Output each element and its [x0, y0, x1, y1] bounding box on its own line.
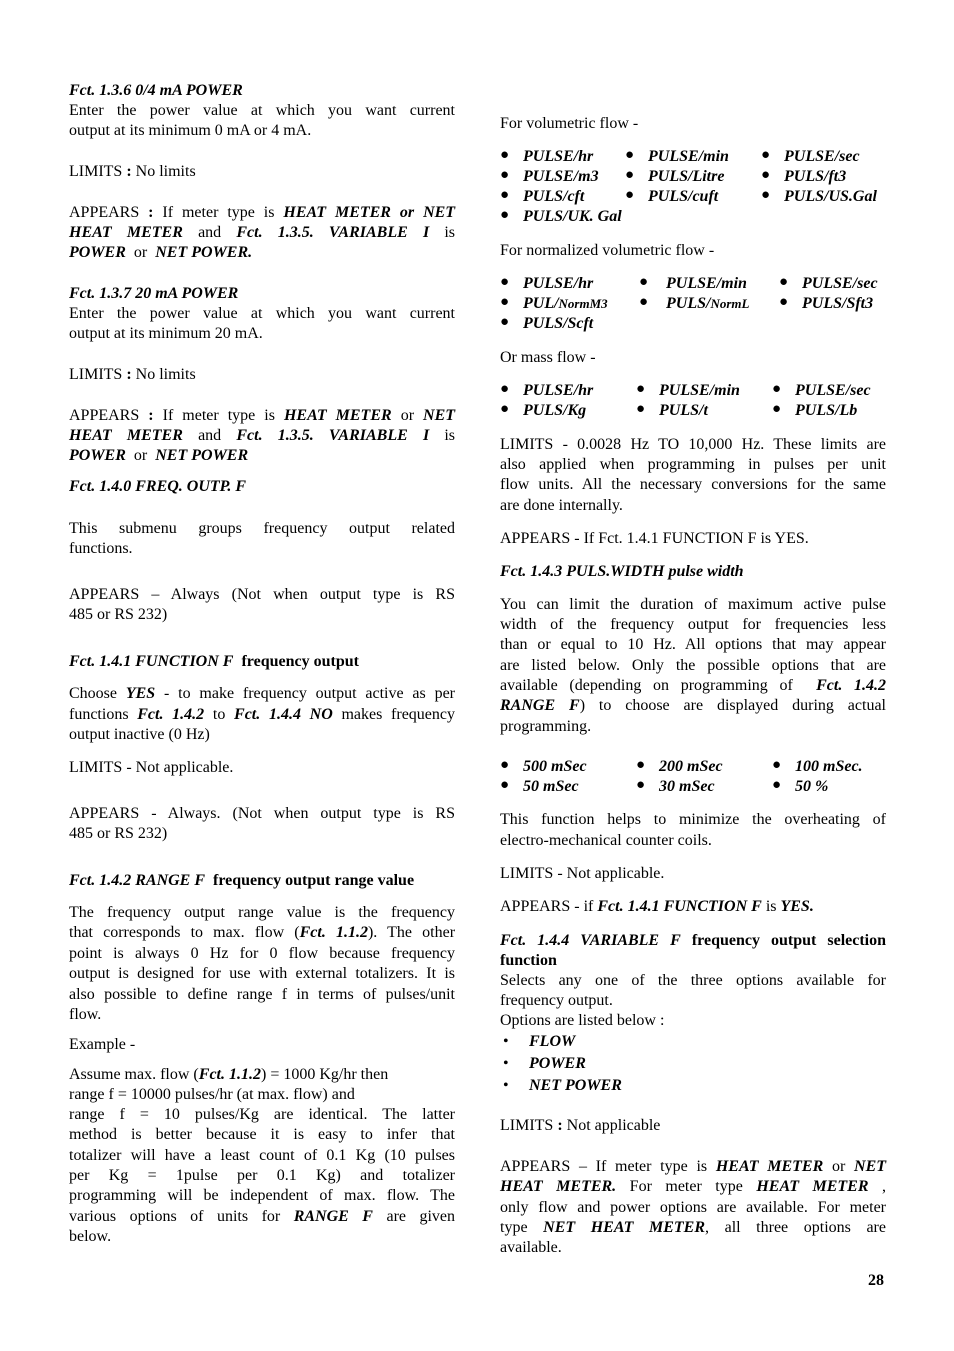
term: Fct. 1.3.5. VARIABLE I: [236, 224, 430, 241]
term: or: [399, 204, 415, 221]
unit-prefix: PUL/: [523, 295, 559, 312]
text-line: LIMITS - 0.0028 Hz TO 10,000 Hz. These limits are: [500, 436, 886, 453]
limits-label: LIMITS: [500, 1117, 554, 1134]
text-line: width of the frequency output for frequencies less: [500, 616, 886, 633]
appears-line: [69, 426, 455, 446]
bullet-icon: ●: [772, 401, 782, 417]
term: HEAT METER: [69, 427, 183, 444]
limits-label: LIMITS: [69, 366, 123, 383]
page-number: 28: [868, 1272, 884, 1289]
text-line: LIMITS - Not applicable.: [69, 759, 234, 776]
bullet-icon: ●: [625, 167, 635, 183]
term: NET: [423, 407, 456, 424]
text: is: [444, 427, 456, 444]
unit-option: PULS/Sft3: [802, 295, 874, 312]
bullet-icon: ●: [761, 187, 771, 203]
text-line: also possible to define range f in terms of pulses/unit: [69, 986, 455, 1003]
text-line: are listed below. Only the possible options that are: [500, 657, 886, 674]
text: ) = 1000 Kg/hr then: [260, 1066, 389, 1083]
pulse-option: 50 %: [795, 778, 829, 795]
bullet-icon: •: [503, 1077, 509, 1094]
term: YES: [125, 685, 156, 702]
term: Fct. 1.4.4 NO: [234, 706, 333, 723]
text-line: This submenu groups frequency output related: [69, 520, 455, 537]
text: - to make frequency output active as per: [164, 685, 455, 702]
limits-value: No limits: [135, 366, 196, 383]
text-line: 485 or RS 232): [69, 825, 168, 842]
bullet-icon: ●: [500, 147, 510, 163]
appears-line: [69, 243, 252, 263]
bullet-icon: ●: [500, 314, 510, 330]
heading-suffix: frequency output selection: [691, 932, 887, 949]
text-line: [69, 705, 455, 725]
unit-option: PULS/Lb: [795, 402, 858, 419]
term: POWER: [69, 244, 126, 261]
text: is: [444, 224, 456, 241]
unit-option: PULSE/min: [666, 275, 747, 292]
colon: :: [148, 204, 154, 221]
unit-option: PULSE/sec: [795, 382, 871, 399]
term: HEAT METER: [283, 204, 391, 221]
bullet-icon: ●: [625, 187, 635, 203]
text-line: Enter the power value at which you want current: [69, 305, 455, 322]
text-line: frequency output.: [500, 992, 613, 1009]
term: Fct. 1.1.2: [198, 1066, 261, 1083]
unit-option: [523, 295, 608, 313]
appears-line: [69, 203, 455, 223]
unit-option: PULS/Litre: [648, 168, 725, 185]
heading-fct-1-4-4: [500, 931, 886, 951]
text-line: range f = 10000 pulses/hr (at max. flow) and: [69, 1086, 355, 1103]
heading-suffix: frequency output: [241, 653, 359, 670]
text-line: APPEARS - If Fct. 1.4.1 FUNCTION F is YES.: [500, 530, 809, 547]
term: HEAT METER.: [500, 1178, 617, 1195]
text: or: [133, 244, 148, 261]
term: HEAT METER: [715, 1158, 824, 1175]
unit-option: PULS/UK. Gal: [523, 208, 622, 225]
term: HEAT METER: [69, 224, 183, 241]
text-line: [500, 676, 886, 696]
heading-fct-1-3-7: Fct. 1.3.7 20 mA POWER: [69, 285, 239, 302]
term: Fct. 1.3.5. VARIABLE I: [236, 427, 430, 444]
heading-code: Fct. 1.4.2 RANGE F: [69, 872, 206, 889]
text-line: [69, 1065, 388, 1085]
unit-option: PULSE/sec: [784, 148, 860, 165]
text-line: This function helps to minimize the overheating of: [500, 811, 886, 828]
text: functions: [69, 706, 129, 723]
bullet-icon: ●: [500, 187, 510, 203]
text-line: [69, 684, 455, 704]
text: and: [198, 427, 222, 444]
bullet-icon: ●: [500, 167, 510, 183]
term: NET: [423, 204, 456, 221]
text: , all three options are: [705, 1219, 886, 1236]
text-line: For volumetric flow -: [500, 115, 639, 132]
text-line: [500, 1218, 886, 1238]
text-line: APPEARS – Always (Not when output type is RS: [69, 586, 455, 603]
text-line: [69, 1207, 455, 1227]
term: RANGE F: [293, 1208, 373, 1225]
heading-code: Fct. 1.4.1 FUNCTION F: [69, 653, 234, 670]
bullet-icon: ●: [636, 757, 646, 773]
text-line: Options are listed below :: [500, 1012, 665, 1029]
list-item: NET POWER: [529, 1077, 622, 1094]
colon: :: [126, 163, 132, 180]
bullet-icon: ●: [779, 294, 789, 310]
pulse-option: 500 mSec: [523, 758, 587, 775]
unit-option: PULSE/hr: [523, 382, 594, 399]
text-line: only flow and power options are available. For meter: [500, 1199, 886, 1216]
text-line: [500, 1157, 886, 1177]
heading-code: Fct. 1.4.4 VARIABLE F: [500, 932, 681, 949]
heading-suffix: frequency output range value: [213, 872, 415, 889]
text: are given: [386, 1208, 456, 1225]
text: makes frequency: [341, 706, 456, 723]
list-item: POWER: [529, 1055, 586, 1072]
appears-label: APPEARS: [69, 204, 140, 221]
text: APPEARS - if: [500, 898, 594, 915]
bullet-icon: ●: [500, 401, 510, 417]
bullet-icon: ●: [625, 147, 635, 163]
limits-label: LIMITS: [69, 163, 123, 180]
text-line: available.: [500, 1239, 562, 1256]
bullet-icon: ●: [761, 147, 771, 163]
pulse-option: 100 mSec.: [795, 758, 863, 775]
unit-suffix: NormL: [710, 296, 750, 311]
bullet-icon: ●: [761, 167, 771, 183]
text-line: output at its minimum 0 mA or 4 mA.: [69, 122, 312, 139]
text: ,: [882, 1178, 886, 1195]
text-line: point is always 0 Hz for 0 flow because frequency: [69, 945, 455, 962]
pulse-option: 50 mSec: [523, 778, 579, 795]
text: Assume max. flow (: [69, 1066, 199, 1083]
heading-fct-1-4-1: [69, 652, 359, 672]
text: type: [500, 1219, 528, 1236]
term: NET HEAT METER: [543, 1219, 706, 1236]
unit-option: PULSE/min: [659, 382, 740, 399]
colon: :: [557, 1117, 563, 1134]
appears-label: APPEARS: [69, 407, 140, 424]
bullet-icon: ●: [500, 274, 510, 290]
heading-suffix-cont: function: [500, 952, 557, 969]
heading-fct-1-4-3: Fct. 1.4.3 PULS.WIDTH pulse width: [500, 563, 744, 580]
text: or: [133, 447, 148, 464]
text: and: [198, 224, 222, 241]
text-line: output inactive (0 Hz): [69, 726, 210, 743]
text-line: [500, 897, 814, 917]
limits-value: No limits: [135, 163, 196, 180]
text-line: functions.: [69, 540, 133, 557]
unit-option: PULS/cuft: [648, 188, 719, 205]
list-item: FLOW: [529, 1033, 576, 1050]
text: APPEARS – If meter type is: [500, 1158, 708, 1175]
text-line: output at its minimum 20 mA.: [69, 325, 263, 342]
bullet-icon: ●: [500, 381, 510, 397]
appears-line: [69, 406, 455, 426]
unit-option: PULSE/min: [648, 148, 729, 165]
appears-line: [69, 446, 248, 466]
unit-prefix: PULS/: [666, 295, 711, 312]
pulse-option: 30 mSec: [659, 778, 715, 795]
heading-fct-1-4-2: [69, 871, 414, 891]
heading-fct-1-4-0: Fct. 1.4.0 FREQ. OUTP. F: [69, 478, 247, 495]
text: to: [212, 706, 226, 723]
text: or: [400, 407, 415, 424]
unit-option: PULS/Scft: [523, 315, 594, 332]
term: RANGE F: [500, 697, 580, 714]
bullet-icon: ●: [500, 294, 510, 310]
text: ). The other: [367, 924, 456, 941]
bullet-icon: ●: [772, 381, 782, 397]
unit-option: [666, 295, 749, 313]
bullet-icon: •: [503, 1033, 509, 1050]
unit-option: PULSE/hr: [523, 148, 594, 165]
text-line: APPEARS - Always. (Not when output type is RS: [69, 805, 455, 822]
limits-line: [500, 1116, 660, 1136]
text-line: per Kg = 1pulse per 0.1 Kg) and totalizer: [69, 1167, 455, 1184]
text-line: 485 or RS 232): [69, 606, 168, 623]
text: If meter type is: [162, 407, 275, 424]
bullet-icon: ●: [636, 381, 646, 397]
bullet-icon: ●: [500, 777, 510, 793]
text-line: For normalized volumetric flow -: [500, 242, 715, 259]
term: Fct. 1.4.2: [137, 706, 205, 723]
text-line: The frequency output range value is the frequency: [69, 904, 455, 921]
unit-option: PULSE/hr: [523, 275, 594, 292]
text-line: Enter the power value at which you want current: [69, 102, 455, 119]
unit-option: PULS/Kg: [523, 402, 587, 419]
term: YES.: [780, 898, 814, 915]
limits-line: [69, 365, 196, 385]
bullet-icon: ●: [772, 777, 782, 793]
text-line: method is better because it is easy to infer that: [69, 1126, 455, 1143]
text-line: below.: [69, 1228, 112, 1245]
unit-suffix: NormM3: [558, 296, 608, 311]
text-line: output is designed for use with external totalizers. It is: [69, 965, 455, 982]
text-line: Example -: [69, 1036, 136, 1053]
term: POWER: [69, 447, 126, 464]
text-line: totalizer will have a least count of 0.1 Kg (10 pulses: [69, 1147, 455, 1164]
text-line: programming.: [500, 718, 592, 735]
pulse-option: 200 mSec: [659, 758, 723, 775]
term: Fct. 1.4.1 FUNCTION F: [597, 898, 762, 915]
colon: :: [126, 366, 132, 383]
text: If meter type is: [162, 204, 275, 221]
text-line: Selects any one of the three options available for: [500, 972, 886, 989]
term: NET POWER: [155, 447, 249, 464]
text: Choose: [69, 685, 117, 702]
term: NET POWER.: [155, 244, 253, 261]
bullet-icon: ●: [500, 757, 510, 773]
text: available (depending on programming of: [500, 677, 793, 694]
text-line: You can limit the duration of maximum active pulse: [500, 596, 886, 613]
bullet-icon: ●: [639, 274, 649, 290]
bullet-icon: ●: [636, 777, 646, 793]
bullet-icon: ●: [772, 757, 782, 773]
text-line: Or mass flow -: [500, 349, 596, 366]
unit-option: PULSE/sec: [802, 275, 878, 292]
text-line: LIMITS - Not applicable.: [500, 865, 665, 882]
text-line: are done internally.: [500, 497, 623, 514]
bullet-icon: ●: [779, 274, 789, 290]
text-line: flow.: [69, 1006, 102, 1023]
term: HEAT METER: [283, 407, 392, 424]
text-line: [69, 923, 455, 943]
text-line: programming will be independent of max. flow. The: [69, 1187, 455, 1204]
bullet-icon: ●: [500, 207, 510, 223]
text: various options of units for: [69, 1208, 281, 1225]
text: that corresponds to max. flow (: [69, 924, 300, 941]
unit-option: PULS/ft3: [784, 168, 847, 185]
text-line: [500, 696, 886, 716]
text: For meter type: [629, 1178, 743, 1195]
text: ) to choose are displayed during actual: [579, 697, 887, 714]
bullet-icon: ●: [636, 401, 646, 417]
term: HEAT METER: [756, 1178, 869, 1195]
text-line: [500, 1177, 886, 1197]
bullet-icon: •: [503, 1055, 509, 1072]
limits-value: Not applicable: [566, 1117, 661, 1134]
text-line: flow units. All the necessary conversions for the same: [500, 476, 886, 493]
heading-fct-1-3-6: Fct. 1.3.6 0/4 mA POWER: [69, 82, 243, 99]
colon: :: [148, 407, 154, 424]
text-line: range f = 10 pulses/Kg are identical. The latter: [69, 1106, 455, 1123]
text-line: than or equal to 10 Hz. All options that may appear: [500, 636, 886, 653]
text: is: [765, 898, 777, 915]
unit-option: PULS/cft: [523, 188, 585, 205]
text: or: [831, 1158, 846, 1175]
unit-option: PULS/t: [659, 402, 708, 419]
term: NET: [854, 1158, 887, 1175]
bullet-icon: ●: [639, 294, 649, 310]
unit-option: PULS/US.Gal: [784, 188, 877, 205]
appears-line: [69, 223, 455, 243]
term: Fct. 1.4.2: [816, 677, 887, 694]
limits-line: [69, 162, 196, 182]
term: Fct. 1.1.2: [299, 924, 368, 941]
unit-option: PULSE/m3: [523, 168, 599, 185]
text-line: also applied when programming in pulses per unit: [500, 456, 886, 473]
text-line: electro-mechanical counter coils.: [500, 832, 712, 849]
